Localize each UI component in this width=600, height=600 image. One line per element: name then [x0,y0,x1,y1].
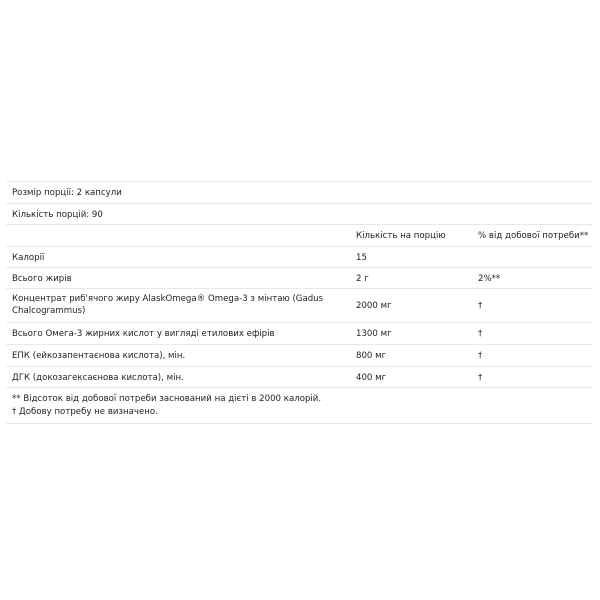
nutrient-name: ДГК (докозагексаєнова кислота), мін. [12,373,184,383]
nutrient-daily-value: † [478,301,483,311]
nutrient-daily-value: † [478,329,483,339]
nutrient-daily-value: † [478,351,483,361]
nutrient-name: Калорії [12,253,45,263]
nutrient-daily-value: † [478,373,483,383]
table-row [6,288,592,322]
daily-value-header: % від добової потреби** [478,231,589,241]
table-row [6,322,592,344]
supplement-facts-table [6,181,592,424]
servings-count-text: Кількість порцій: 90 [12,210,103,220]
nutrient-amount: 2 г [356,274,369,284]
table-row [6,267,592,288]
nutrient-name: Всього Омега-3 жирних кислот у вигляді етилових ефірів [12,329,275,339]
nutrient-amount: 800 мг [356,351,387,361]
nutrient-name: Всього жирів [12,274,72,284]
nutrient-amount: 400 мг [356,373,387,383]
table-row [6,344,592,366]
nutrient-amount: 1300 мг [356,329,392,339]
table-header-row [6,224,592,246]
serving-size-row [6,181,592,203]
table-row [6,366,592,387]
serving-size-text: Розмір порції: 2 капсули [12,188,122,198]
footnote-not-established: † Добову потребу не визначено. [12,407,158,417]
nutrient-amount: 15 [356,253,367,263]
footnote-daily-value: ** Відсоток від добової потреби заснований на дієті в 2000 калорій. [12,394,322,404]
footnotes [6,387,592,424]
servings-count-row [6,203,592,224]
amount-per-serving-header: Кількість на порцію [356,231,446,241]
nutrient-name: ЕПК (ейкозапентаєнова кислота), мін. [12,351,186,361]
nutrient-daily-value: 2%** [478,274,501,284]
table-row [6,246,592,267]
nutrient-amount: 2000 мг [356,301,392,311]
nutrient-name: Концентрат риб'ячого жиру AlaskOmega® Omega-3 з мінтаю (Gadus Chalcogrammus) [12,294,324,316]
